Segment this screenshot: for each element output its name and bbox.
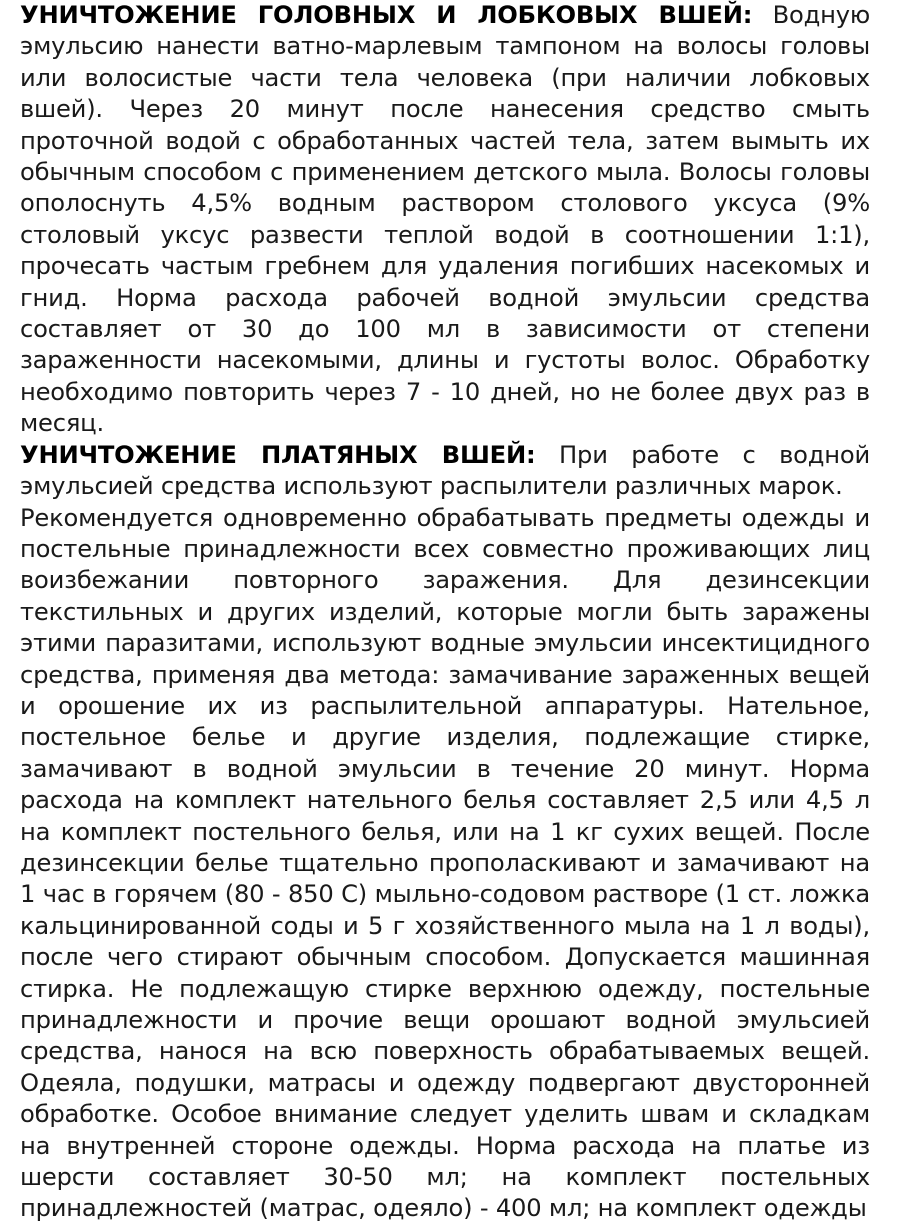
- section-heading-body-lice: УНИЧТОЖЕНИЕ ПЛАТЯНЫХ ВШЕЙ:: [20, 440, 536, 469]
- section-text-head-lice: Водную эмульсию нанести ватно-марлевым тампоном на волосы головы или волосистые части тела человека (при наличии лобковых вшей). Через 20 минут после нанесения средство смыть проточной водой с обработанных частей тела, затем вымыть их обычным способом с применением детского мыла. Волосы головы ополоснуть 4,5% водным раствором столового уксуса (9% столовый уксус развести теплой водой в соотношении 1:1), прочесать частым гребнем для удаления погибших насекомых и гнид. Норма расхода рабочей водной эмульсии средства составляет от 30 до 100 мл в зависимости от степени зараженности насекомыми, длины и густоты волос. Обработку необходимо повторить через 7 - 10 дней, но не более двух раз в месяц.: [20, 1, 870, 438]
- section-head-lice: [20, 0, 870, 440]
- section-heading-head-lice: УНИЧТОЖЕНИЕ ГОЛОВНЫХ И ЛОБКОВЫХ ВШЕЙ:: [20, 1, 753, 29]
- paragraph-recommendations: Рекомендуется одновременно обрабатывать предметы одежды и постельные принадлежности всех совместно проживающих лиц воизбежании повторного заражения. Для дезинсекции текстильных и других изделий, которые могли быть заражены этими паразитами, используют водные эмульсии инсектицидного средства, применяя два метода: замачивание зараженных вещей и орошение их из распылительной аппаратуры. Нательное, постельное белье и другие изделия, подлежащие стирке, замачивают в водной эмульсии в течение 20 минут. Норма расхода на комплект нательного белья составляет 2,5 или 4,5 л на комплект постельного белья, или на 1 кг сухих вещей. После дезинсекции белье тщательно прополаскивают и замачивают на 1 час в горячем (80 - 850 С) мыльно-содовом растворе (1 ст. ложка кальцинированной соды и 5 г хозяйственного мыла на 1 л воды), после чего стирают обычным способом. Допускается машинная стирка. Не подлежащую стирке верхнюю одежду, постельные принадлежности и прочие вещи орошают водной эмульсией средства, нанося на всю поверхность обрабатываемых вещей. Одеяла, подушки, матрасы и одежду подвергают двусторонней обработке. Особое внимание следует уделить швам и складкам на внутренней стороне одежды. Норма расхода на платье из шерсти составляет 30-50 мл; на комплект постельных принадлежностей (матрас, одеяло) - 400 мл; на комплект одежды: [20, 503, 870, 1223]
- document-page: [20, 0, 870, 1225]
- section-body-lice: [20, 440, 870, 503]
- section-text-body-lice: При работе с водной эмульсией средства используют распылители различных марок.: [20, 440, 870, 501]
